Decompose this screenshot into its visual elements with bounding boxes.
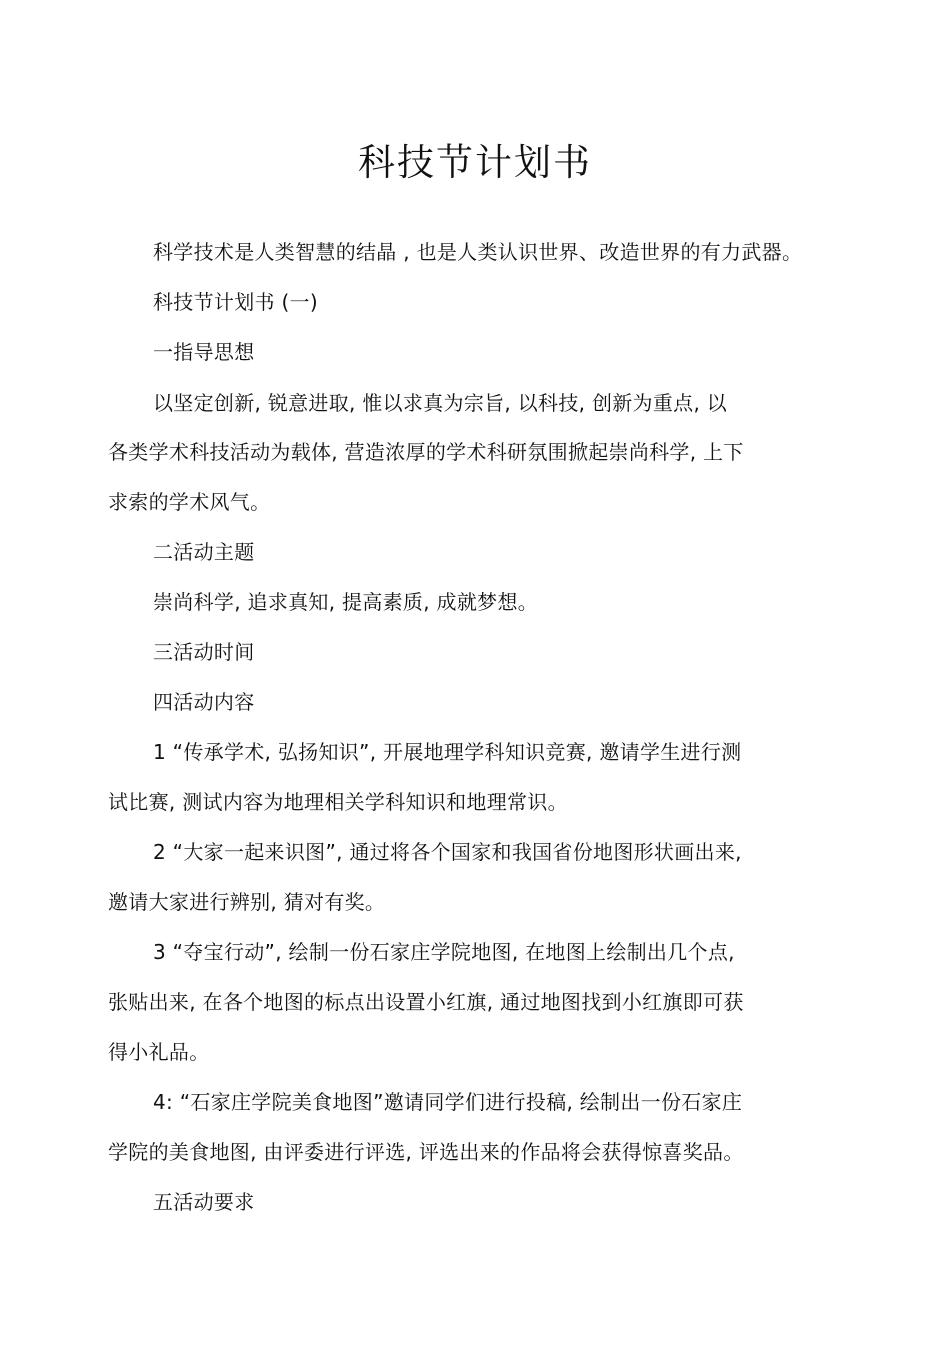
subtitle-part-one: 科技节计划书 (一) [153, 290, 318, 314]
paragraph-line: 求索的学术风气。 [108, 490, 271, 514]
intro-paragraph: 科学技术是人类智慧的结晶 , 也是人类认识世界、改造世界的有力武器。 [153, 240, 803, 264]
paragraph-line: 试比赛, 测试内容为地理相关学科知识和地理常识。 [108, 790, 568, 814]
document-title: 科技节计划书 [358, 141, 592, 184]
paragraph-line: 学院的美食地图, 由评委进行评选, 评选出来的作品将会获得惊喜奖品。 [108, 1140, 744, 1164]
list-item-2: 2 “大家一起来识图”, 通过将各个国家和我国省份地图形状画出来, [153, 840, 742, 864]
paragraph-line: 张贴出来, 在各个地图的标点出设置小红旗, 通过地图找到小红旗即可获 [108, 990, 744, 1014]
paragraph-line: 邀请大家进行辨别, 猜对有奖。 [108, 890, 386, 914]
heading-activity-content: 四活动内容 [153, 690, 255, 714]
heading-activity-time: 三活动时间 [153, 640, 255, 664]
list-item-1: 1 “传承学术, 弘扬知识”, 开展地理学科知识竞赛, 邀请学生进行测 [153, 740, 742, 764]
heading-activity-requirements: 五活动要求 [153, 1190, 255, 1214]
paragraph-line: 以坚定创新, 锐意进取, 惟以求真为宗旨, 以科技, 创新为重点, 以 [153, 391, 728, 415]
heading-guiding-thought: 一指导思想 [153, 340, 255, 364]
list-item-4: 4: “石家庄学院美食地图”邀请同学们进行投稿, 绘制出一份石家庄 [153, 1090, 743, 1114]
list-item-3: 3 “夺宝行动”, 绘制一份石家庄学院地图, 在地图上绘制出几个点, [153, 940, 735, 964]
heading-activity-theme: 二活动主题 [153, 540, 255, 564]
paragraph-line: 各类学术科技活动为载体, 营造浓厚的学术科研氛围掀起崇尚科学, 上下 [108, 440, 744, 464]
paragraph-line: 崇尚科学, 追求真知, 提高素质, 成就梦想。 [153, 590, 539, 614]
paragraph-line: 得小礼品。 [108, 1040, 210, 1064]
